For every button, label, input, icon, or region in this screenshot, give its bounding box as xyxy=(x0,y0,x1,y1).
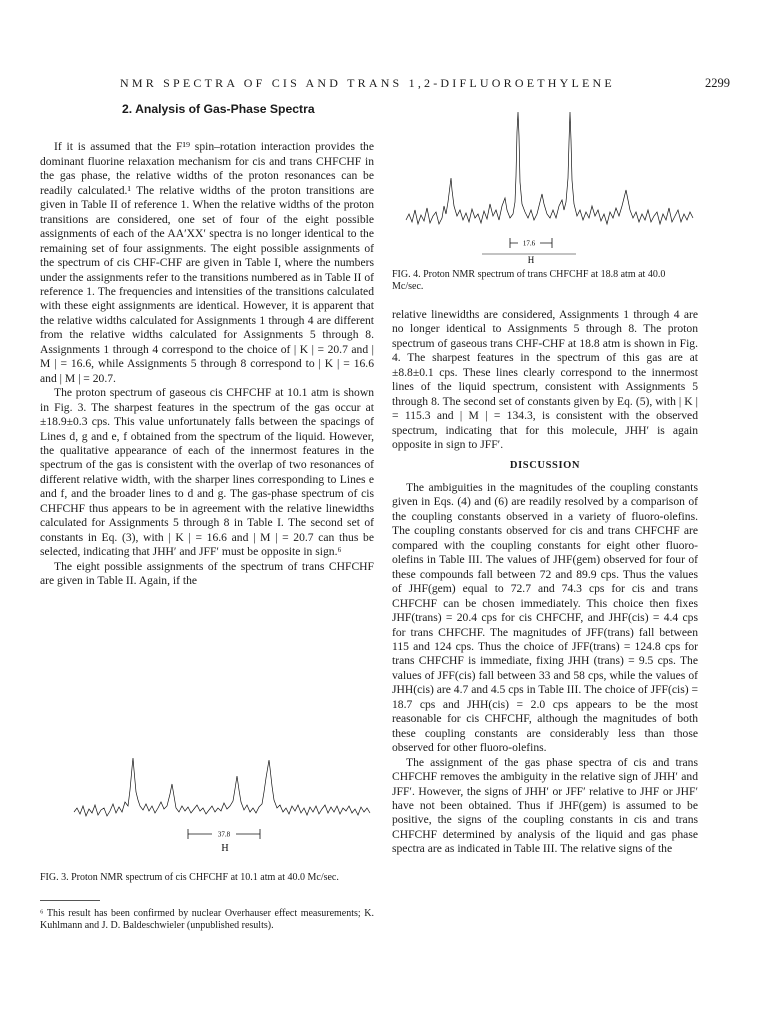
figure-3-spectrum-plot xyxy=(72,756,372,856)
footnote: ⁶ This result has been confirmed by nuclear Overhauser effect measurements; K. Kuhlmann and J. D. Baldeschwieler (unpublished results). xyxy=(40,908,374,931)
running-title: NMR SPECTRA OF CIS AND TRANS 1,2-DIFLUOROETHYLENE xyxy=(120,76,615,90)
scale-label: 17.6 xyxy=(522,239,536,248)
paragraph: The proton spectrum of gaseous cis CHFCHF at 10.1 atm is shown in Fig. 3. The sharpest features in the spectrum of the gas occur at ±18.9±0.3 cps. This value unfortunately falls between the spacings of Lines d, g and e, f obtained from the spectrum of the liquid. However, the qualitative appearance of each of the innermost features in the spectrum of the gas is consistent with the overlap of two resonances of different relative width, with the sharper lines corresponding to Lines e and f, and the broader lines to d and g. The gas-phase spectrum of cis CHFCHF thus appears to be in agreement with the relative linewidths calculated for Assignments 5 through 8 in Table I. The second set of constants in Eq. (3), with | K | = 16.6 and | M | = 20.7 can thus be selected, indicating that JHH′ and JFF′ must be opposite in sign.⁶ xyxy=(40,386,374,559)
figure-3-spectrum xyxy=(72,756,372,856)
paragraph: The ambiguities in the magnitudes of the coupling constants given in Eqs. (4) and (6) are readily resolved by a comparison of the coupling constants observed in a variety of fluoro-olefins. The coupling constants observed for cis and trans CHFCHF are compared with the coupling constants for eight other fluoro-olefins in Table III. The values of JHF(gem) observed for four of these compounds fall between 72 and 89.9 cps. Thus the values of JHF(gem) equal to 72.7 and 74.3 cps for cis and trans CHFCHF can be chosen immediately. This choice then fixes JHF(trans) = 20.4 cps for cis CHFCHF, and JHF(cis) = 4.4 cps for trans CHFCHF. The magnitudes of JFF(trans) fall between 115 and 124 cps. Thus the choice of JFF(trans) = 124.8 cps for trans CHFCHF is immediate, fixing JHH (trans) = 9.5 cps. The values of JFF(cis) fall between 33 and 58 cps, while the values of JHH(cis) are 4.7 and 4.5 cps in Table III. The choice of JFF(cis) = 18.7 cps and JHH(cis) = 2.0 cps appears to be the most reasonable for cis CHFCHF, although the magnitudes of both these coupling constants are considerably less than those observed for other fluoro-olefins. xyxy=(392,480,699,755)
paragraph: relative linewidths are considered, Assignments 1 through 4 are no longer identical to Assignments 5 through 8. The proton spectrum of gaseous trans CHF-CHF at 18.8 atm is shown in Fig. 4. The sharpest features in the spectrum of this gas are at ±8.8±0.1 cps. These lines clearly correspond to the innermost lines of the liquid spectrum, consistent with Assignments 5 through 8. The second set of constants given by Eq. (5), with | K | = 115.3 and | M | = 134.3, is consistent with the observed spectrum, indicating that for this molecule, JHH′ is again opposite in sign to JFF′. xyxy=(392,308,698,452)
figure-4-caption: FIG. 4. Proton NMR spectrum of trans CHFCHF at 18.8 atm at 40.0 Mc/sec. xyxy=(392,269,666,292)
axis-symbol: H xyxy=(221,843,229,854)
section-title: 2. Analysis of Gas-Phase Spectra xyxy=(122,102,315,116)
figure-3-caption: FIG. 3. Proton NMR spectrum of cis CHFCHF at 10.1 atm at 40.0 Mc/sec. xyxy=(40,872,339,883)
discussion-title: DISCUSSION xyxy=(509,459,581,471)
spectrum-trace xyxy=(74,758,370,816)
running-header xyxy=(40,76,730,94)
footnote-rule xyxy=(40,900,100,901)
spectrum-trace xyxy=(406,112,693,224)
figure-4-spectrum xyxy=(404,106,696,264)
paragraph: The eight possible assignments of the spectrum of trans CHFCHF are given in Table II. Again, if the xyxy=(40,559,374,588)
paragraph: The assignment of the gas phase spectra of cis and trans CHFCHF removes the ambiguity in the relative sign of JHH′ and JFF′. However, the signs of JHH′ or JFF′ relative to JHF or JHF′ have not been obtained. Thus if JHF(gem) is assumed to be positive, the signs of the coupling constants in cis and trans CHFCHF determined by analysis of the liquid and gas phase spectra are as indicated in Table III. The relative signs of the xyxy=(392,755,698,856)
scale-label: 37.8 xyxy=(217,830,231,839)
right-column xyxy=(392,308,698,857)
paragraph: If it is assumed that the F¹⁹ spin–rotation interaction provides the dominant fluorine relaxation mechanism for cis and trans CHFCHF in the gas phase, the relative widths of the proton resonances can be readily calculated.¹ The relative widths of the proton transitions are given in Table II of reference 1. When the relative widths of the proton transitions are considered, one set of four of the eight possible assignments of each of the AA′XX′ spectra is no longer identical to the remaining set of four assignments. The eight possible assignments of the spectrum of cis CHF-CHF are given in Table I, where the numbers under the assignments refer to the transitions numbered as in Table II of reference 1. The frequencies and intensities of the transitions calculated with these eight assignments are identical. However, it is apparent that the relative widths calculated for Assignments 1 through 4 are different from the relative widths calculated for Assignments 5 through 8. Assignments 1 through 4 correspond to the choice of | K | = 20.7 and | M | = 16.6, while Assignments 5 through 8 correspond to | K | = 16.6 and | M | = 20.7. xyxy=(40,140,374,385)
figure-4-spectrum-plot xyxy=(404,106,696,264)
left-column xyxy=(40,102,374,589)
page-number: 2299 xyxy=(705,76,730,90)
axis-symbol: H xyxy=(527,255,535,264)
